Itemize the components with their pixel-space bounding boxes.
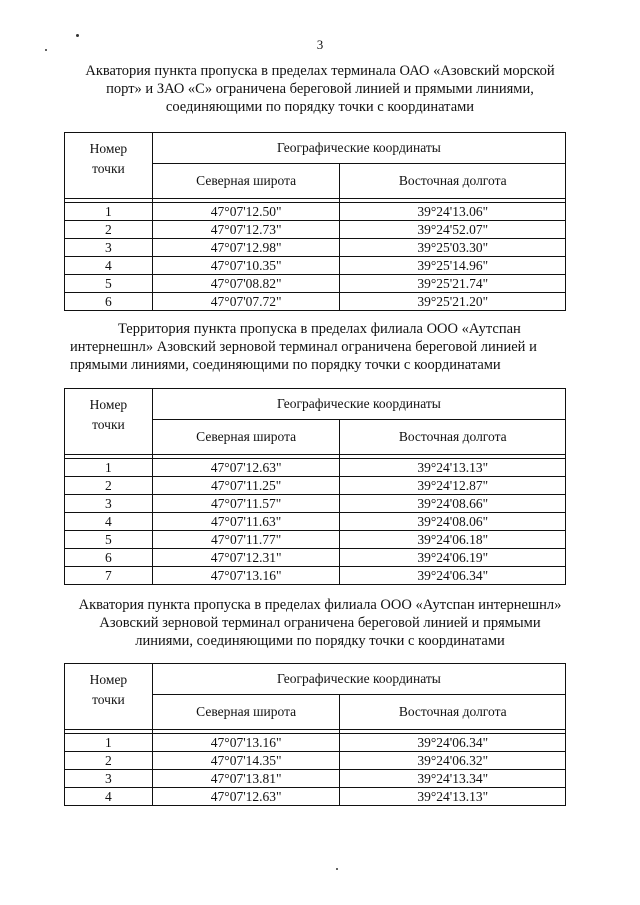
table-row xyxy=(65,752,566,770)
heading-line: порт» и ЗАО «С» ограничена береговой линией и прямыми линиями, xyxy=(106,81,534,97)
latitude-header: Северная широта xyxy=(152,164,340,199)
heading-line: Акватория пункта пропуска в пределах филиала ООО «Аутспан интернешнл» xyxy=(78,597,562,613)
longitude-value: 39°24'06.18" xyxy=(340,531,566,549)
table-row xyxy=(65,770,566,788)
table-row xyxy=(65,239,566,257)
table-row xyxy=(65,734,566,752)
table-row xyxy=(65,531,566,549)
geo-coordinates-header: Географические координаты xyxy=(152,664,565,695)
longitude-value: 39°24'52.07" xyxy=(340,221,566,239)
point-number-header-line: Номер xyxy=(89,672,128,687)
latitude-header: Северная широта xyxy=(152,695,340,730)
longitude-value: 39°25'03.30" xyxy=(340,239,566,257)
point-number: 1 xyxy=(65,459,153,477)
section-2-heading xyxy=(70,320,590,374)
latitude-value: 47°07'13.81" xyxy=(152,770,340,788)
point-number: 4 xyxy=(65,513,153,531)
latitude-value: 47°07'08.82" xyxy=(152,275,340,293)
latitude-value: 47°07'12.31" xyxy=(152,549,340,567)
longitude-header: Восточная долгота xyxy=(340,164,566,199)
latitude-value: 47°07'11.57" xyxy=(152,495,340,513)
heading-line: Территория пункта пропуска в пределах филиала ООО «Аутспан xyxy=(118,321,521,337)
latitude-value: 47°07'11.25" xyxy=(152,477,340,495)
coordinates-table-3 xyxy=(64,663,566,806)
point-number-header-line: Номер xyxy=(89,141,128,156)
point-number: 6 xyxy=(65,293,153,311)
latitude-value: 47°07'12.63" xyxy=(152,788,340,806)
point-number: 2 xyxy=(65,221,153,239)
page-number: 3 xyxy=(316,37,324,52)
point-number: 3 xyxy=(65,239,153,257)
longitude-value: 39°24'08.06" xyxy=(340,513,566,531)
scan-speck xyxy=(336,868,338,870)
coordinates-table-1 xyxy=(64,132,566,311)
longitude-header: Восточная долгота xyxy=(340,420,566,455)
latitude-value: 47°07'07.72" xyxy=(152,293,340,311)
longitude-value: 39°25'21.74" xyxy=(340,275,566,293)
longitude-value: 39°24'06.19" xyxy=(340,549,566,567)
table-row xyxy=(65,257,566,275)
table-row xyxy=(65,203,566,221)
table-row xyxy=(65,513,566,531)
latitude-value: 47°07'13.16" xyxy=(152,734,340,752)
point-number-header xyxy=(65,133,153,199)
point-number-header xyxy=(65,664,153,730)
latitude-value: 47°07'11.63" xyxy=(152,513,340,531)
table-row xyxy=(65,459,566,477)
point-number-header-line: точки xyxy=(92,692,125,707)
geo-coordinates-header: Географические координаты xyxy=(152,389,565,420)
latitude-value: 47°07'11.77" xyxy=(152,531,340,549)
point-number: 1 xyxy=(65,203,153,221)
table-row xyxy=(65,275,566,293)
point-number-header-line: Номер xyxy=(89,397,128,412)
heading-line: линиями, соединяющими по порядку точки с координатами xyxy=(135,633,505,649)
heading-line: соединяющими по порядку точки с координатами xyxy=(165,99,475,115)
longitude-value: 39°24'06.32" xyxy=(340,752,566,770)
point-number: 2 xyxy=(65,752,153,770)
latitude-header: Северная широта xyxy=(152,420,340,455)
latitude-value: 47°07'10.35" xyxy=(152,257,340,275)
point-number: 1 xyxy=(65,734,153,752)
point-number: 6 xyxy=(65,549,153,567)
heading-line: Акватория пункта пропуска в пределах терминала ОАО «Азовский морской xyxy=(85,63,555,79)
section-1-heading xyxy=(40,62,600,116)
point-number-header-line: точки xyxy=(92,417,125,432)
longitude-value: 39°24'13.06" xyxy=(340,203,566,221)
section-3-heading xyxy=(40,596,600,650)
latitude-value: 47°07'12.50" xyxy=(152,203,340,221)
longitude-value: 39°24'13.34" xyxy=(340,770,566,788)
point-number: 2 xyxy=(65,477,153,495)
longitude-value: 39°24'13.13" xyxy=(340,459,566,477)
table-row xyxy=(65,477,566,495)
table-row xyxy=(65,549,566,567)
table-row xyxy=(65,788,566,806)
latitude-value: 47°07'13.16" xyxy=(152,567,340,585)
longitude-header: Восточная долгота xyxy=(340,695,566,730)
longitude-value: 39°24'12.87" xyxy=(340,477,566,495)
heading-line: интернешнл» Азовский зерновой терминал ограничена береговой линией и xyxy=(70,339,537,355)
geo-coordinates-header: Географические координаты xyxy=(152,133,565,164)
coordinates-table-2 xyxy=(64,388,566,585)
point-number-header-line: точки xyxy=(92,161,125,176)
point-number: 4 xyxy=(65,257,153,275)
longitude-value: 39°25'21.20" xyxy=(340,293,566,311)
longitude-value: 39°25'14.96" xyxy=(340,257,566,275)
point-number: 5 xyxy=(65,531,153,549)
table-row xyxy=(65,567,566,585)
latitude-value: 47°07'12.98" xyxy=(152,239,340,257)
latitude-value: 47°07'14.35" xyxy=(152,752,340,770)
point-number: 3 xyxy=(65,770,153,788)
longitude-value: 39°24'13.13" xyxy=(340,788,566,806)
point-number: 4 xyxy=(65,788,153,806)
longitude-value: 39°24'06.34" xyxy=(340,734,566,752)
point-number: 3 xyxy=(65,495,153,513)
heading-line: Азовский зерновой терминал ограничена береговой линией и прямыми xyxy=(99,615,541,631)
table-row xyxy=(65,221,566,239)
latitude-value: 47°07'12.73" xyxy=(152,221,340,239)
table-row xyxy=(65,293,566,311)
point-number: 5 xyxy=(65,275,153,293)
longitude-value: 39°24'06.34" xyxy=(340,567,566,585)
point-number: 7 xyxy=(65,567,153,585)
longitude-value: 39°24'08.66" xyxy=(340,495,566,513)
table-row xyxy=(65,495,566,513)
heading-line: прямыми линиями, соединяющими по порядку точки с координатами xyxy=(70,357,501,373)
latitude-value: 47°07'12.63" xyxy=(152,459,340,477)
point-number-header xyxy=(65,389,153,455)
